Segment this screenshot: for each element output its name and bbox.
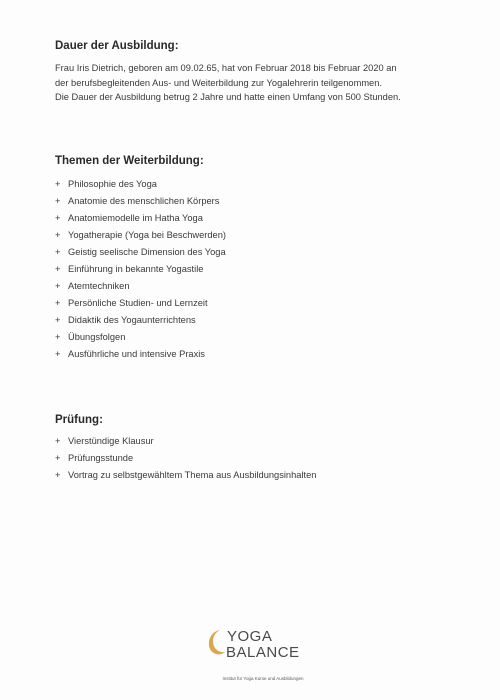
logo-subtitle: Institut für Yoga Kurse und Ausbildungen: [222, 676, 304, 681]
topic-label: Atemtechniken: [68, 281, 130, 291]
plus-bullet-icon: +: [55, 281, 61, 291]
topic-label: Geistig seelische Dimension des Yoga: [68, 247, 226, 257]
list-item: [55, 244, 226, 261]
plus-bullet-icon: +: [55, 349, 61, 359]
exam-label: Prüfungsstunde: [68, 453, 134, 463]
topic-label: Anatomie des menschlichen Körpers: [68, 196, 220, 206]
topic-label: Einführung in bekannte Yogastile: [68, 264, 204, 274]
crescent-moon-icon: [204, 628, 226, 656]
list-item: [55, 346, 226, 363]
list-item: [55, 433, 316, 450]
topic-label: Didaktik des Yogaunterrichtens: [68, 315, 196, 325]
plus-bullet-icon: +: [55, 436, 61, 446]
plus-bullet-icon: +: [55, 298, 61, 308]
exam-list: [55, 433, 316, 484]
plus-bullet-icon: +: [55, 264, 61, 274]
list-item: [55, 193, 226, 210]
topic-label: Übungsfolgen: [68, 332, 126, 342]
yoga-balance-logo: [198, 624, 328, 688]
plus-bullet-icon: +: [55, 179, 61, 189]
duration-paragraph: [55, 61, 445, 105]
plus-bullet-icon: +: [55, 470, 61, 480]
duration-line: Die Dauer der Ausbildung betrug 2 Jahre und hatte einen Umfang von 500 Stunden.: [55, 92, 401, 102]
list-item: [55, 312, 226, 329]
list-item: [55, 450, 316, 467]
topics-heading: Themen der Weiterbildung:: [55, 155, 204, 167]
list-item: [55, 227, 226, 244]
plus-bullet-icon: +: [55, 315, 61, 325]
list-item: [55, 467, 316, 484]
duration-line: Frau Iris Dietrich, geboren am 09.02.65, hat von Februar 2018 bis Februar 2020 an: [55, 63, 397, 73]
duration-line: der berufsbegleitenden Aus- und Weiterbildung zur Yogalehrerin teilgenommen.: [55, 77, 382, 88]
list-item: [55, 295, 226, 312]
plus-bullet-icon: +: [55, 196, 61, 206]
topic-label: Yogatherapie (Yoga bei Beschwerden): [68, 230, 226, 240]
list-item: [55, 278, 226, 295]
list-item: [55, 329, 226, 346]
list-item: [55, 210, 226, 227]
list-item: [55, 176, 226, 193]
plus-bullet-icon: +: [55, 247, 61, 257]
plus-bullet-icon: +: [55, 332, 61, 342]
topic-label: Philosophie des Yoga: [68, 179, 157, 189]
topic-label: Anatomiemodelle im Hatha Yoga: [68, 213, 203, 223]
plus-bullet-icon: +: [55, 230, 61, 240]
duration-heading: Dauer der Ausbildung:: [55, 40, 179, 52]
plus-bullet-icon: +: [55, 453, 61, 463]
topic-label: Ausführliche und intensive Praxis: [68, 349, 205, 359]
exam-label: Vortrag zu selbstgewähltem Thema aus Ausbildungsinhalten: [68, 470, 317, 480]
topics-list: [55, 176, 226, 363]
exam-heading: Prüfung:: [55, 414, 103, 426]
logo-text-yoga: YOGA: [227, 628, 273, 645]
logo-text-balance: BALANCE: [226, 644, 300, 661]
topic-label: Persönliche Studien- und Lernzeit: [68, 298, 208, 308]
list-item: [55, 261, 226, 278]
exam-label: Vierstündige Klausur: [68, 436, 154, 446]
plus-bullet-icon: +: [55, 213, 61, 223]
